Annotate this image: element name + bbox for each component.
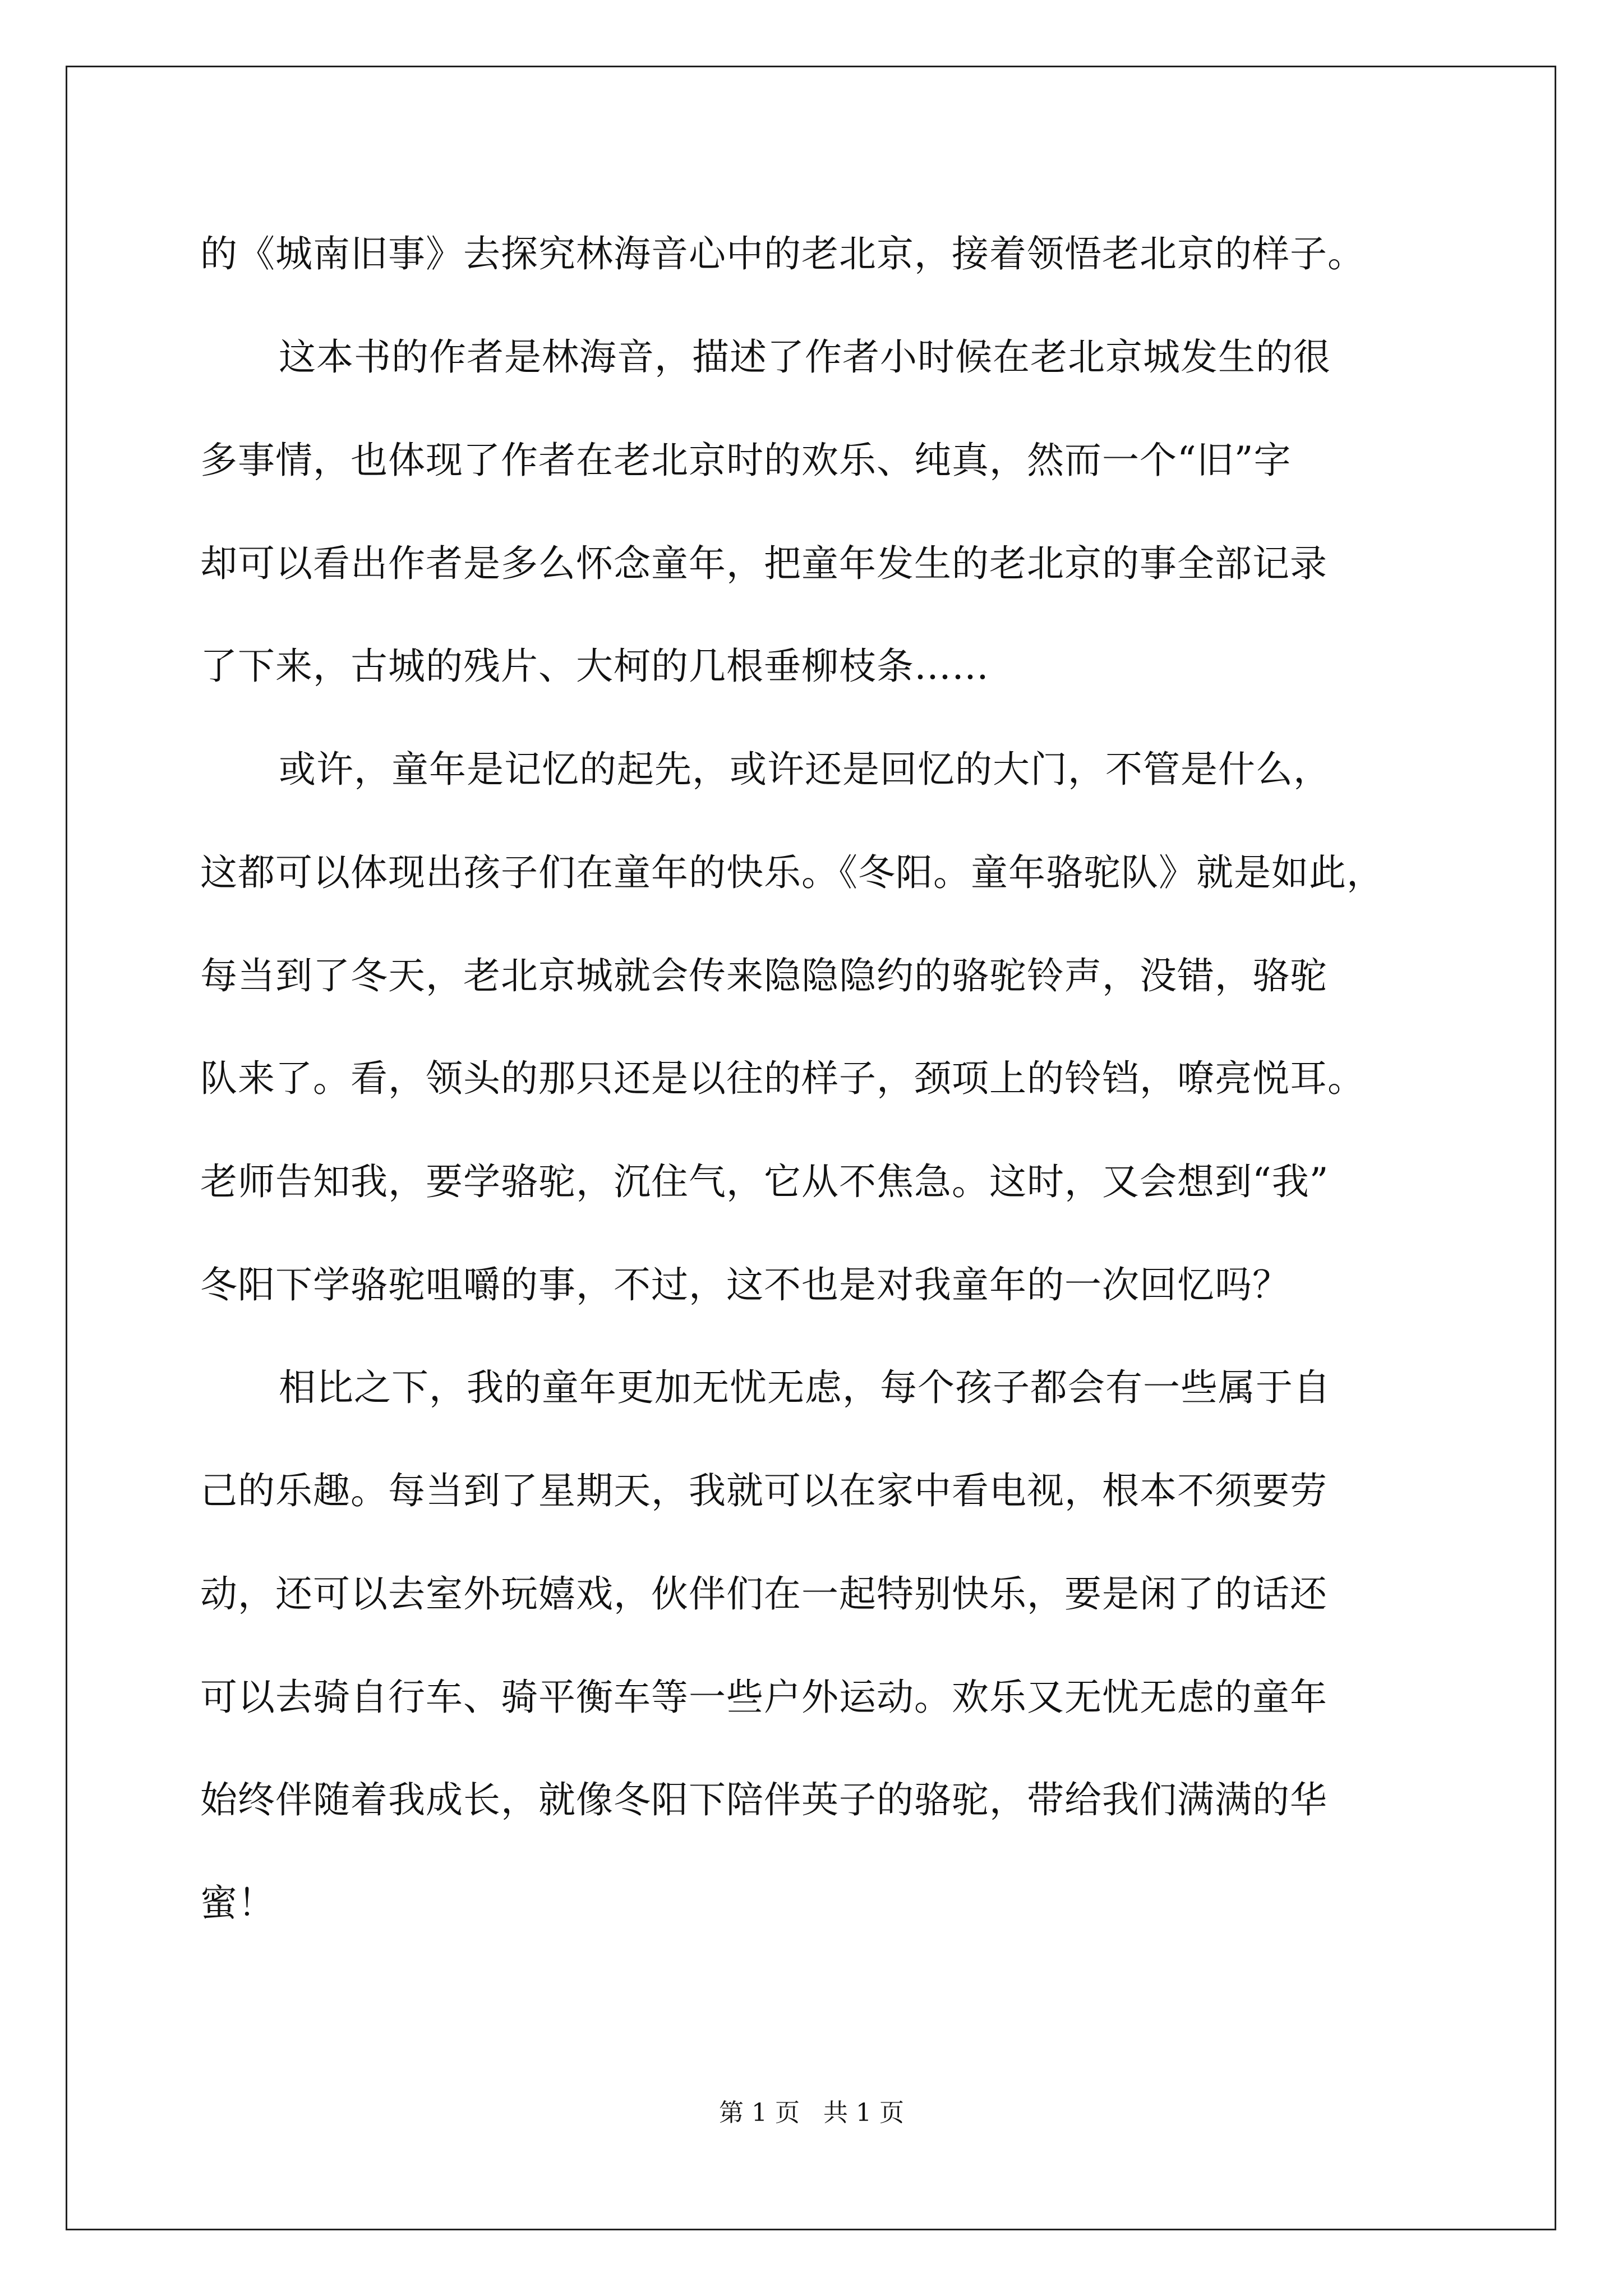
text-line: 却可以看出作者是多么怀念童年，把童年发生的老北京的事全部记录 — [200, 542, 1327, 585]
text-line: 始终伴随着我成长，就像冬阳下陪伴英子的骆驼，带给我们满满的华 — [200, 1778, 1327, 1821]
paragraph-start-line: 相比之下，我的童年更加无忧无虑，每个孩子都会有一些属于自 — [279, 1366, 1331, 1409]
paragraph-start-line: 或许，童年是记忆的起先，或许还是回忆的大门，不管是什么， — [279, 748, 1331, 791]
text-line: 己的乐趣。每当到了星期天，我就可以在家中看电视，根本不须要劳 — [200, 1469, 1327, 1512]
text-line: 动，还可以去室外玩嬉戏，伙伴们在一起特别快乐，要是闲了的话还 — [200, 1572, 1327, 1616]
text-line: 蜜！ — [200, 1881, 275, 1925]
text-line: 了下来，古城的残片、大柯的几根垂柳枝条…… — [200, 645, 989, 688]
text-line: 冬阳下学骆驼咀嚼的事，不过，这不也是对我童年的一次回忆吗？ — [200, 1263, 1290, 1306]
text-line: 每当到了冬天，老北京城就会传来隐隐隐约的骆驼铃声，没错，骆驼 — [200, 954, 1327, 997]
paragraph-start-line: 这本书的作者是林海音，描述了作者小时候在老北京城发生的很 — [279, 335, 1331, 379]
text-line: 老师告知我，要学骆驼，沉住气，它从不焦急。这时，又会想到“我” — [200, 1160, 1329, 1203]
text-line: 可以去骑自行车、骑平衡车等一些户外运动。欢乐又无忧无虑的童年 — [200, 1676, 1327, 1719]
text-line: 队来了。看，领头的那只还是以往的样子，颈项上的铃铛，嘹亮悦耳。 — [200, 1057, 1365, 1100]
text-line: 这都可以体现出孩子们在童年的快乐。《冬阳。童年骆驼队》就是如此， — [200, 851, 1384, 894]
text-line: 多事情，也体现了作者在老北京时的欢乐、纯真，然而一个“旧”字 — [200, 439, 1292, 482]
text-line: 的《城南旧事》去探究林海音心中的老北京，接着领悟老北京的样子。 — [200, 232, 1365, 275]
page-number-footer: 第 1 页 共 1 页 — [719, 2099, 904, 2127]
page-border — [66, 66, 1556, 2230]
